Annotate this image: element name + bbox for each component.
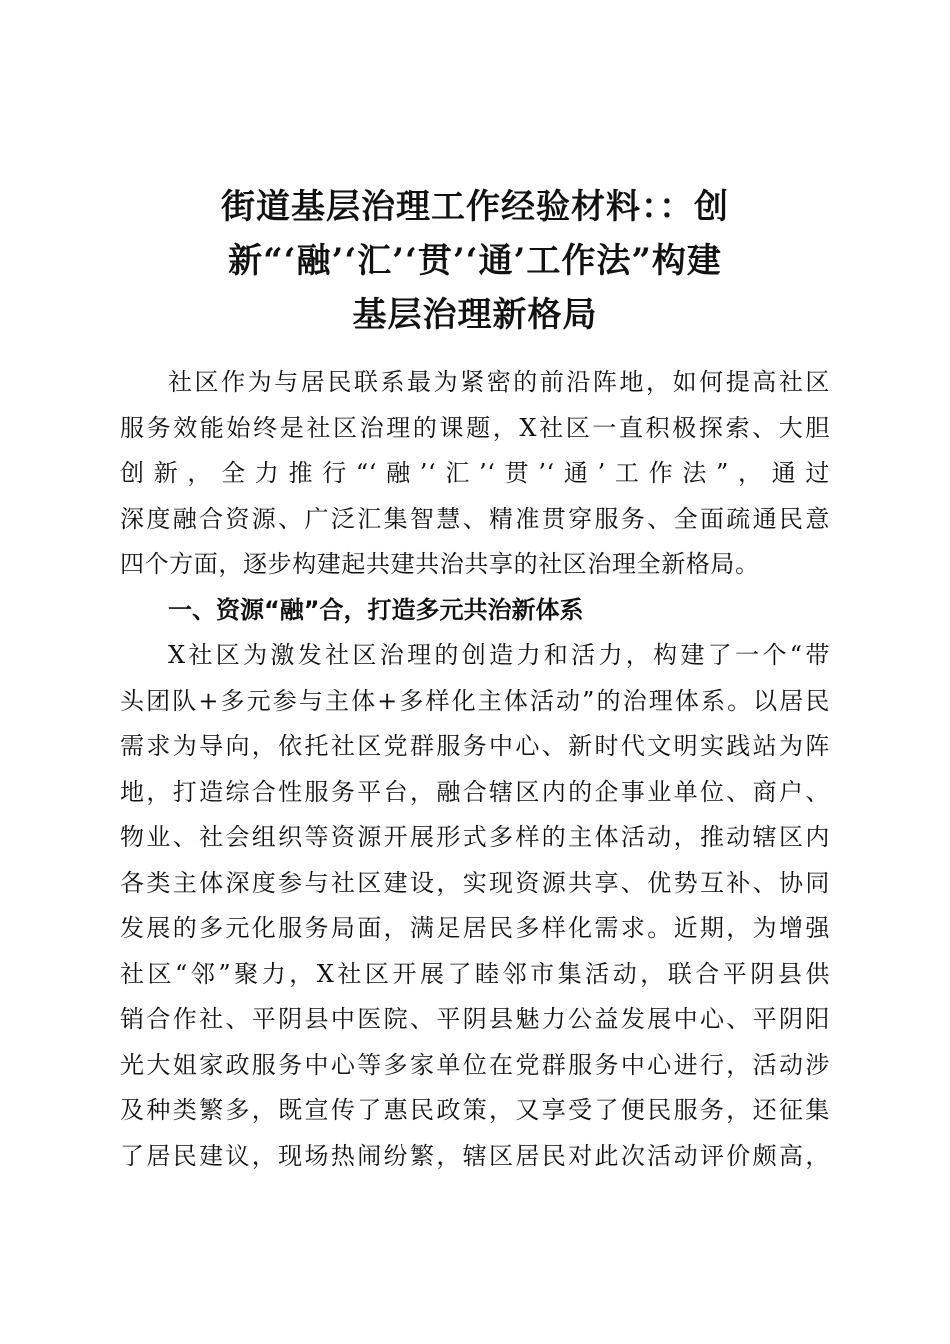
text-line: 社区作为与居民联系最为紧密的前沿阵地，如何提高社区 xyxy=(168,368,830,396)
title-line: 街道基层治理工作经验材料：：创 xyxy=(221,187,729,227)
text-line: 社区“邻”聚力，X社区开展了睦邻市集活动，联合平阴县供 xyxy=(120,959,830,988)
section-paragraph xyxy=(120,633,830,1179)
section-heading: 一、资源“融”合，打造多元共治新体系 xyxy=(168,595,584,624)
text-line: 创新，全力推行“‘融’‘汇’‘贯’‘通’工作法”，通过 xyxy=(120,459,830,487)
title-line: 新“‘融’‘汇’‘贯’‘通’工作法”构建 xyxy=(228,241,722,281)
text-line: 头团队+多元参与主体+多样化主体活动”的治理体系。以居民 xyxy=(120,686,830,715)
document-body xyxy=(120,360,830,1179)
text-line: 物业、社会组织等资源开展形式多样的主体活动，推动辖区内 xyxy=(120,823,830,851)
intro-paragraph xyxy=(120,360,830,588)
title-line: 基层治理新格局 xyxy=(352,295,598,335)
text-line: 了居民建议，现场热闹纷繁，辖区居民对此次活动评价颇高， xyxy=(120,1141,830,1170)
text-line: 发展的多元化服务局面，满足居民多样化需求。近期，为增强 xyxy=(120,914,830,942)
text-line: 地，打造综合性服务平台，融合辖区内的企事业单位、商户、 xyxy=(120,777,830,806)
document-title xyxy=(100,180,850,342)
text-line: 及种类繁多，既宣传了惠民政策，又享受了便民服务，还征集 xyxy=(120,1096,830,1124)
text-line: 需求为导向，依托社区党群服务中心、新时代文明实践站为阵 xyxy=(120,732,830,760)
text-line: 四个方面，逐步构建起共建共治共享的社区治理全新格局。 xyxy=(120,550,760,578)
text-line: 销合作社、平阴县中医院、平阴县魅力公益发展中心、平阴阳 xyxy=(120,1005,830,1033)
text-line: 深度融合资源、广泛汇集智慧、精准贯穿服务、全面疏通民意 xyxy=(120,504,830,533)
text-line: 各类主体深度参与社区建设，实现资源共享、优势互补、协同 xyxy=(120,868,830,897)
text-line: X社区为激发社区治理的创造力和活力，构建了一个“带 xyxy=(168,641,830,669)
text-line: 光大姐家政服务中心等多家单位在党群服务中心进行，活动涉 xyxy=(120,1050,830,1079)
text-line: 服务效能始终是社区治理的课题，X社区一直积极探索、大胆 xyxy=(120,413,830,442)
